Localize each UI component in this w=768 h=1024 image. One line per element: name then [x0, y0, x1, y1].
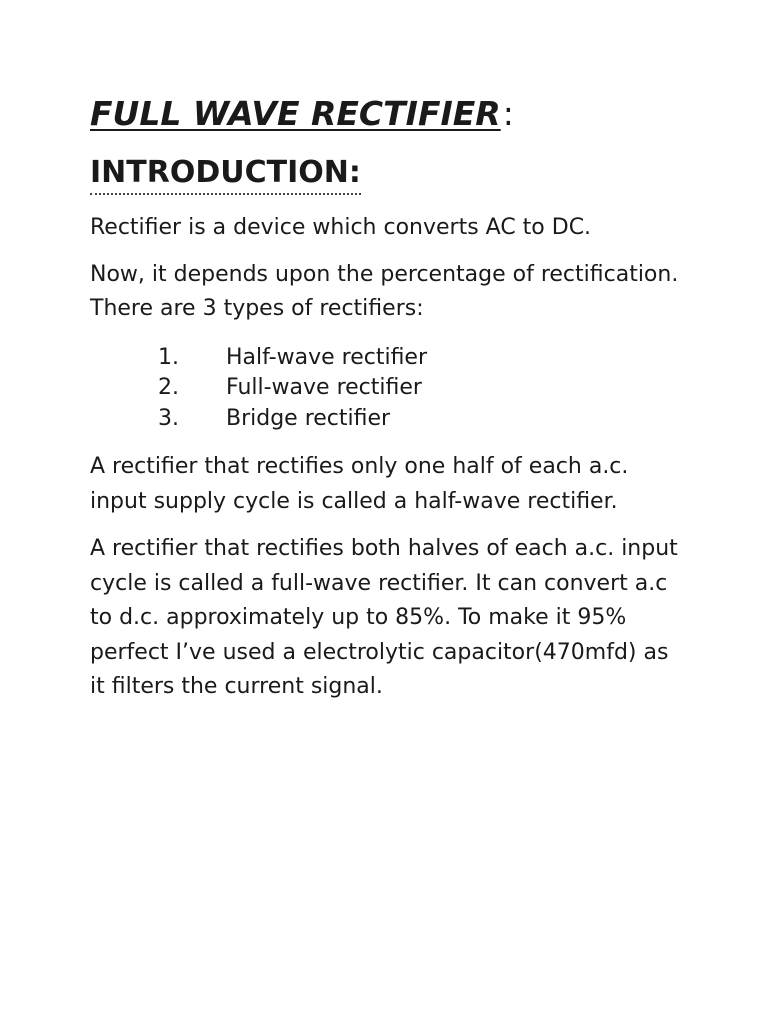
- introduction-heading: INTRODUCTION:: [90, 153, 361, 195]
- list-item: [90, 404, 690, 435]
- list-item-label: Full-wave rectifier: [226, 375, 422, 400]
- list-item-label: Bridge rectifier: [226, 405, 391, 431]
- document-page: [90, 92, 690, 705]
- rectifier-types-list: [90, 343, 690, 435]
- list-item: [90, 373, 690, 404]
- half-wave-paragraph: A rectifier that rectifies only one half of each a.c. input supply cycle is called a half-wave rectifier.: [90, 454, 629, 514]
- list-item-number: 1.: [158, 344, 179, 370]
- title-colon: :: [502, 94, 514, 133]
- list-item-number: 2.: [158, 375, 179, 400]
- document-title: [90, 92, 690, 136]
- full-wave-paragraph: A rectifier that rectifies both halves of each a.c. input cycle is called a full-wave rectifier. It can convert a.c to d.c. approximately up to 85%. To make it 95% perfect I’ve used a electrolytic capacitor(470mfd) as it filters the current signal.: [90, 536, 678, 699]
- list-item: [90, 343, 690, 374]
- types-intro-paragraph: Now, it depends upon the percentage of rectification. There are 3 types of rectifiers:: [90, 261, 679, 321]
- title-text: FULL WAVE RECTIFIER: [90, 94, 501, 133]
- list-item-number: 3.: [158, 405, 179, 431]
- list-item-label: Half-wave rectifier: [226, 344, 428, 370]
- definition-paragraph: Rectifier is a device which converts AC to DC.: [90, 215, 592, 240]
